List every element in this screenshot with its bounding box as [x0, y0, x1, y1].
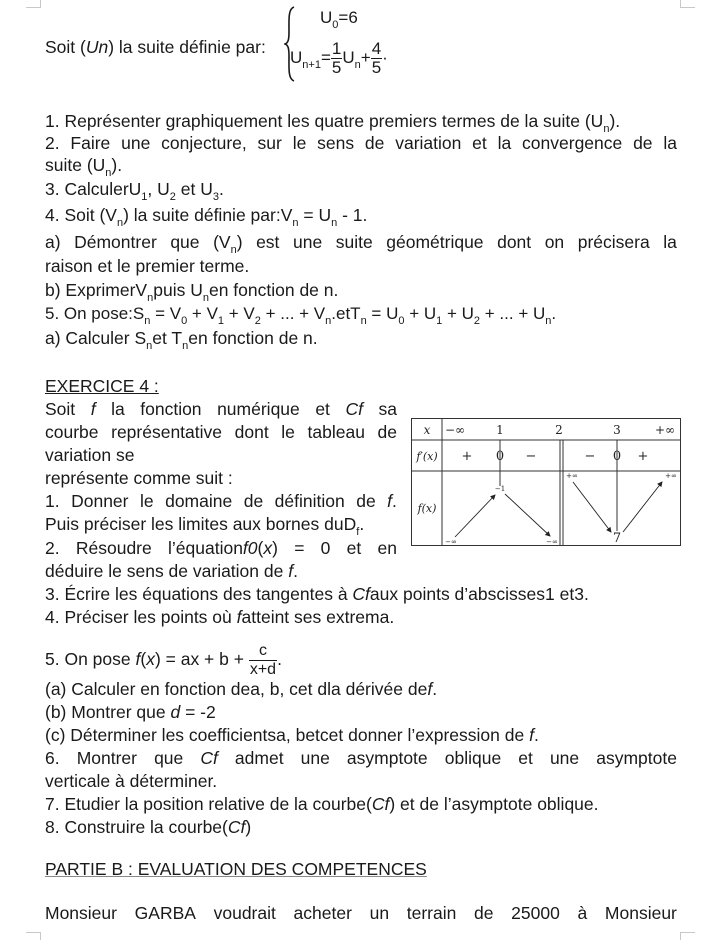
f-value: −∞ — [445, 538, 457, 546]
exercise-4-question-3 — [45, 583, 589, 605]
text: · — [382, 47, 388, 67]
row-label-f: f(x) — [417, 502, 437, 515]
text: = -2 — [180, 702, 216, 722]
exercise-4-question-6-continued: verticale à déterminer. — [45, 771, 218, 791]
curve-name: Cf — [371, 794, 390, 814]
sequence-definition — [45, 36, 266, 58]
subscript: n — [147, 292, 154, 304]
word-group: la — [111, 399, 125, 419]
word-group: une — [300, 748, 330, 768]
subscript: 2 — [473, 315, 481, 327]
text: 5. On pose:S — [45, 304, 145, 323]
row-label-derivative: f′(x) — [416, 450, 438, 463]
x-value: −∞ — [444, 423, 466, 437]
text: 4. Soit (V — [45, 205, 117, 225]
x-value: +∞ — [654, 423, 676, 437]
text: 5. On pose — [45, 649, 136, 670]
denominator: 5 — [331, 58, 342, 77]
text: + U — [442, 304, 474, 323]
exercise-4-intro-line-2: courbe représentative dont le tableau de — [45, 422, 397, 442]
numerator: 1 — [331, 39, 342, 58]
justified-line — [45, 490, 397, 512]
denominator: 5 — [371, 58, 382, 77]
question-2-continued — [45, 154, 123, 179]
word-group: 0 — [320, 538, 331, 558]
text: . — [293, 561, 298, 581]
word-group: sa — [378, 399, 397, 419]
text: ) et de l’asymptote oblique. — [389, 794, 599, 814]
subscript: 0 — [181, 315, 188, 327]
text: en fonction de n. — [188, 328, 318, 348]
f-value: −∞ — [546, 538, 558, 546]
text: ( — [140, 649, 147, 670]
text: . — [359, 514, 365, 534]
system-recurrence — [290, 40, 388, 77]
x-value: 2 — [555, 423, 563, 437]
subscript: f — [356, 526, 360, 538]
word-group: admet — [234, 748, 284, 768]
text: Puis préciser les limites aux bornes duD — [45, 514, 357, 534]
f-value: +∞ — [665, 472, 677, 480]
exercise-4-heading: EXERCICE 4 : — [45, 376, 159, 396]
increasing-arrow-icon — [623, 482, 662, 532]
word-group: l’équationf0(x) — [168, 538, 278, 558]
question-5 — [45, 303, 556, 325]
word-group: de — [243, 491, 264, 511]
text: suite (U — [45, 155, 106, 175]
variation-table — [411, 418, 681, 546]
fraction — [371, 40, 382, 77]
text: Soit ( — [45, 37, 86, 57]
word-group: dont — [497, 232, 532, 252]
word-group: en — [377, 538, 397, 558]
curve-name: Cf — [227, 817, 246, 837]
numerator: c — [249, 642, 277, 661]
word-group: GARBA — [134, 903, 196, 923]
row-label-x: x — [423, 423, 431, 437]
function-name: f — [427, 679, 433, 699]
word-group: définition — [274, 491, 345, 511]
subscript: n — [116, 217, 124, 229]
text: ) la suite définie par:V — [123, 205, 293, 225]
system-initial-term — [320, 8, 358, 31]
x-value: 3 — [613, 423, 621, 437]
partie-b-heading: PARTIE B : EVALUATION DES COMPETENCES — [45, 859, 427, 879]
subscript: n — [146, 340, 153, 352]
word-group: suite — [335, 232, 373, 252]
word-group: précisera — [577, 232, 650, 252]
text: puis U — [153, 280, 203, 300]
decreasing-arrow-icon — [505, 494, 550, 536]
text: + ... + V — [260, 304, 326, 323]
increasing-arrow-icon — [455, 495, 495, 537]
text: = U — [298, 205, 332, 225]
exercise-4-question-6 — [45, 747, 677, 769]
subscript: 2 — [169, 191, 176, 203]
text: 8. Construire la courbe( — [45, 817, 228, 837]
text: atteint ses extrema. — [241, 607, 395, 627]
fraction — [249, 642, 277, 679]
sequence-name: Un — [85, 37, 109, 57]
word-group: que — [170, 232, 200, 252]
word-group: géométrique — [386, 232, 484, 252]
word-group: numérique — [217, 399, 300, 419]
sign: − — [525, 449, 537, 464]
text: ) = ax + b + — [154, 649, 249, 670]
exercise-4-question-5a — [45, 678, 437, 700]
word-group: et — [518, 748, 533, 768]
word-group: Cf — [200, 748, 218, 768]
question-4a — [45, 231, 677, 256]
word-group: 2. — [45, 538, 60, 558]
text: + V — [187, 304, 218, 323]
text: 4. Préciser les points où — [45, 607, 237, 627]
word-group: terrain — [406, 903, 457, 923]
word-group: le — [139, 491, 154, 511]
sign: + — [637, 449, 649, 464]
text: ). — [609, 111, 621, 131]
subscript: 1 — [436, 315, 443, 327]
x-value: 1 — [496, 423, 504, 437]
text: , U — [147, 179, 170, 199]
subscript: n+1 — [302, 58, 321, 71]
word-group: Soit — [45, 399, 76, 419]
text: U — [342, 47, 355, 67]
word-group: de — [474, 903, 494, 923]
text: ) — [245, 817, 252, 837]
text: + V — [224, 304, 255, 323]
f-value: −1 — [494, 485, 506, 493]
text: U — [290, 47, 303, 67]
text: 7. Etudier la position relative de la courbe( — [45, 794, 372, 814]
subscript: 0 — [332, 19, 339, 31]
text: et U — [175, 179, 213, 199]
text: a) Calculer S — [45, 328, 147, 348]
subscript: 1 — [141, 191, 148, 203]
subscript: n — [354, 58, 361, 71]
function-name: f — [288, 561, 294, 581]
text: U — [320, 8, 333, 27]
subscript: n — [331, 217, 338, 229]
text: + — [360, 47, 371, 67]
text: en fonction de n. — [208, 280, 339, 300]
word-group: fonction — [140, 399, 202, 419]
text: =6 — [338, 8, 358, 27]
subscript: n — [325, 315, 332, 327]
word-group: est — [256, 232, 280, 252]
justified-line — [45, 537, 397, 559]
word-group: Montrer — [76, 748, 137, 768]
word-group: une — [292, 232, 323, 252]
exercise-4-question-4 — [45, 606, 394, 628]
subscript: 1 — [217, 315, 225, 327]
variable: x — [146, 649, 155, 670]
text: b) ExprimerV — [45, 280, 148, 300]
word-group: f — [90, 399, 96, 419]
sign: − — [584, 449, 596, 464]
curve-name: Cf — [352, 584, 370, 604]
subscript: 3 — [212, 191, 220, 203]
word-group: domaine — [165, 491, 233, 511]
word-group: Résoudre — [75, 538, 152, 558]
word-group: 1. — [45, 491, 60, 511]
justified-line — [45, 398, 397, 420]
word-group: une — [549, 748, 580, 768]
page-corner-mark — [680, 0, 695, 8]
subscript: n — [105, 167, 112, 179]
exercise-4-question-8 — [45, 816, 251, 838]
justified-line — [45, 231, 677, 256]
text: . — [432, 679, 438, 699]
word-group: asymptote — [596, 748, 677, 768]
fraction — [331, 40, 342, 77]
word-group: que — [154, 748, 184, 768]
subscript: n — [144, 315, 151, 327]
question-4a-continued: raison et le premier terme. — [45, 256, 250, 276]
subscript: n — [292, 217, 299, 229]
exercise-4-question-2 — [45, 537, 397, 559]
word-group: a) — [45, 232, 61, 252]
numerator: 4 — [371, 39, 382, 58]
word-group: la — [663, 232, 677, 252]
exercise-4-intro-line-3: variation se — [45, 445, 135, 465]
word-group: Cf — [345, 399, 363, 419]
subscript: 0 — [398, 315, 405, 327]
text: + U — [404, 304, 437, 323]
text: = — [320, 47, 331, 67]
function-name: f — [236, 607, 242, 627]
exercise-4-question-5b — [45, 701, 216, 723]
text: . — [219, 179, 224, 199]
page-corner-mark — [26, 0, 41, 8]
word-group: 6. — [45, 748, 60, 768]
text: + ... + U — [480, 304, 546, 323]
function-name: f — [135, 649, 141, 670]
word-group: voudrait — [213, 903, 276, 923]
text: 3. Écrire les équations des tangentes à — [45, 584, 353, 604]
question-5a — [45, 327, 318, 352]
word-group: à — [577, 903, 588, 923]
word-group: Monsieur — [604, 903, 677, 923]
subscript: n — [182, 340, 189, 352]
text: (c) Déterminer les coefficientsa, betcet donner l’expression de — [45, 725, 530, 745]
exercise-4-question-1-continued — [45, 513, 365, 538]
f-value: 7 — [612, 531, 622, 546]
text: = V — [150, 304, 182, 323]
word-group: et — [346, 538, 362, 558]
justified-line — [45, 902, 677, 924]
word-group: = — [294, 538, 305, 558]
exercise-4-intro-line-1 — [45, 398, 397, 420]
exercise-4-intro-line-4: représente comme suit : — [45, 468, 233, 488]
word-group: et — [315, 399, 330, 419]
sign: 0 — [495, 449, 505, 464]
justified-line — [45, 747, 677, 769]
word-group: Démontrer — [74, 232, 157, 252]
text: . — [551, 304, 557, 323]
text: 1. Représenter graphiquement les quatre premiers termes de la suite (U — [45, 111, 604, 131]
function-name: f — [529, 725, 534, 745]
variable: d — [170, 702, 181, 722]
word-group: f. — [387, 491, 397, 511]
word-group: $(V_n)$ — [213, 232, 243, 256]
subscript: n — [545, 315, 552, 327]
sign: 0 — [612, 449, 622, 464]
denominator: x+d — [249, 661, 277, 678]
question-4 — [45, 204, 368, 229]
text: (b) Montrer que — [45, 702, 171, 722]
word-group: Monsieur — [45, 903, 117, 923]
word-group: 25000 — [511, 903, 560, 923]
text: . — [277, 649, 282, 670]
question-3 — [45, 178, 224, 203]
text: aux points d’abscisses1 et3. — [369, 584, 589, 604]
exercise-4-question-7 — [45, 793, 599, 815]
exercise-4-question-2-continued — [45, 560, 298, 582]
question-4b — [45, 279, 339, 304]
text: ) la suite définie par: — [108, 37, 266, 57]
word-group: oblique — [444, 748, 502, 768]
text: et T — [152, 328, 183, 348]
text: 3. CalculerU — [45, 179, 142, 199]
text: déduire le sens de variation de — [45, 561, 289, 581]
text: (a) Calculer en fonction dea, b, cet dla dérivée de — [45, 679, 428, 699]
word-group: de — [356, 491, 376, 511]
word-group: Donner — [71, 491, 129, 511]
text: = U — [366, 304, 399, 323]
question-2: 2. Faire une conjecture, sur le sens de variation et la convergence de la — [45, 133, 677, 153]
partie-b-text — [45, 902, 677, 924]
f-value: +∞ — [566, 472, 578, 480]
text: - 1. — [337, 205, 368, 225]
text: . — [533, 725, 539, 745]
decreasing-arrow-icon — [573, 482, 611, 532]
subscript: n — [603, 123, 610, 135]
exercise-4-question-5c — [45, 724, 539, 746]
subscript: 2 — [254, 315, 261, 327]
word-group: on — [544, 232, 565, 252]
text: .etT — [331, 304, 361, 323]
subscript: n — [360, 315, 367, 327]
exercise-4-question-5 — [45, 642, 282, 679]
word-group: acheter — [293, 903, 352, 923]
word-group: un — [369, 903, 390, 923]
word-group: asymptote — [346, 748, 428, 768]
question-1 — [45, 110, 621, 135]
subscript: n — [202, 292, 209, 304]
sign: + — [461, 449, 473, 464]
exercise-4-question-1 — [45, 490, 397, 512]
text: ). — [111, 155, 123, 175]
